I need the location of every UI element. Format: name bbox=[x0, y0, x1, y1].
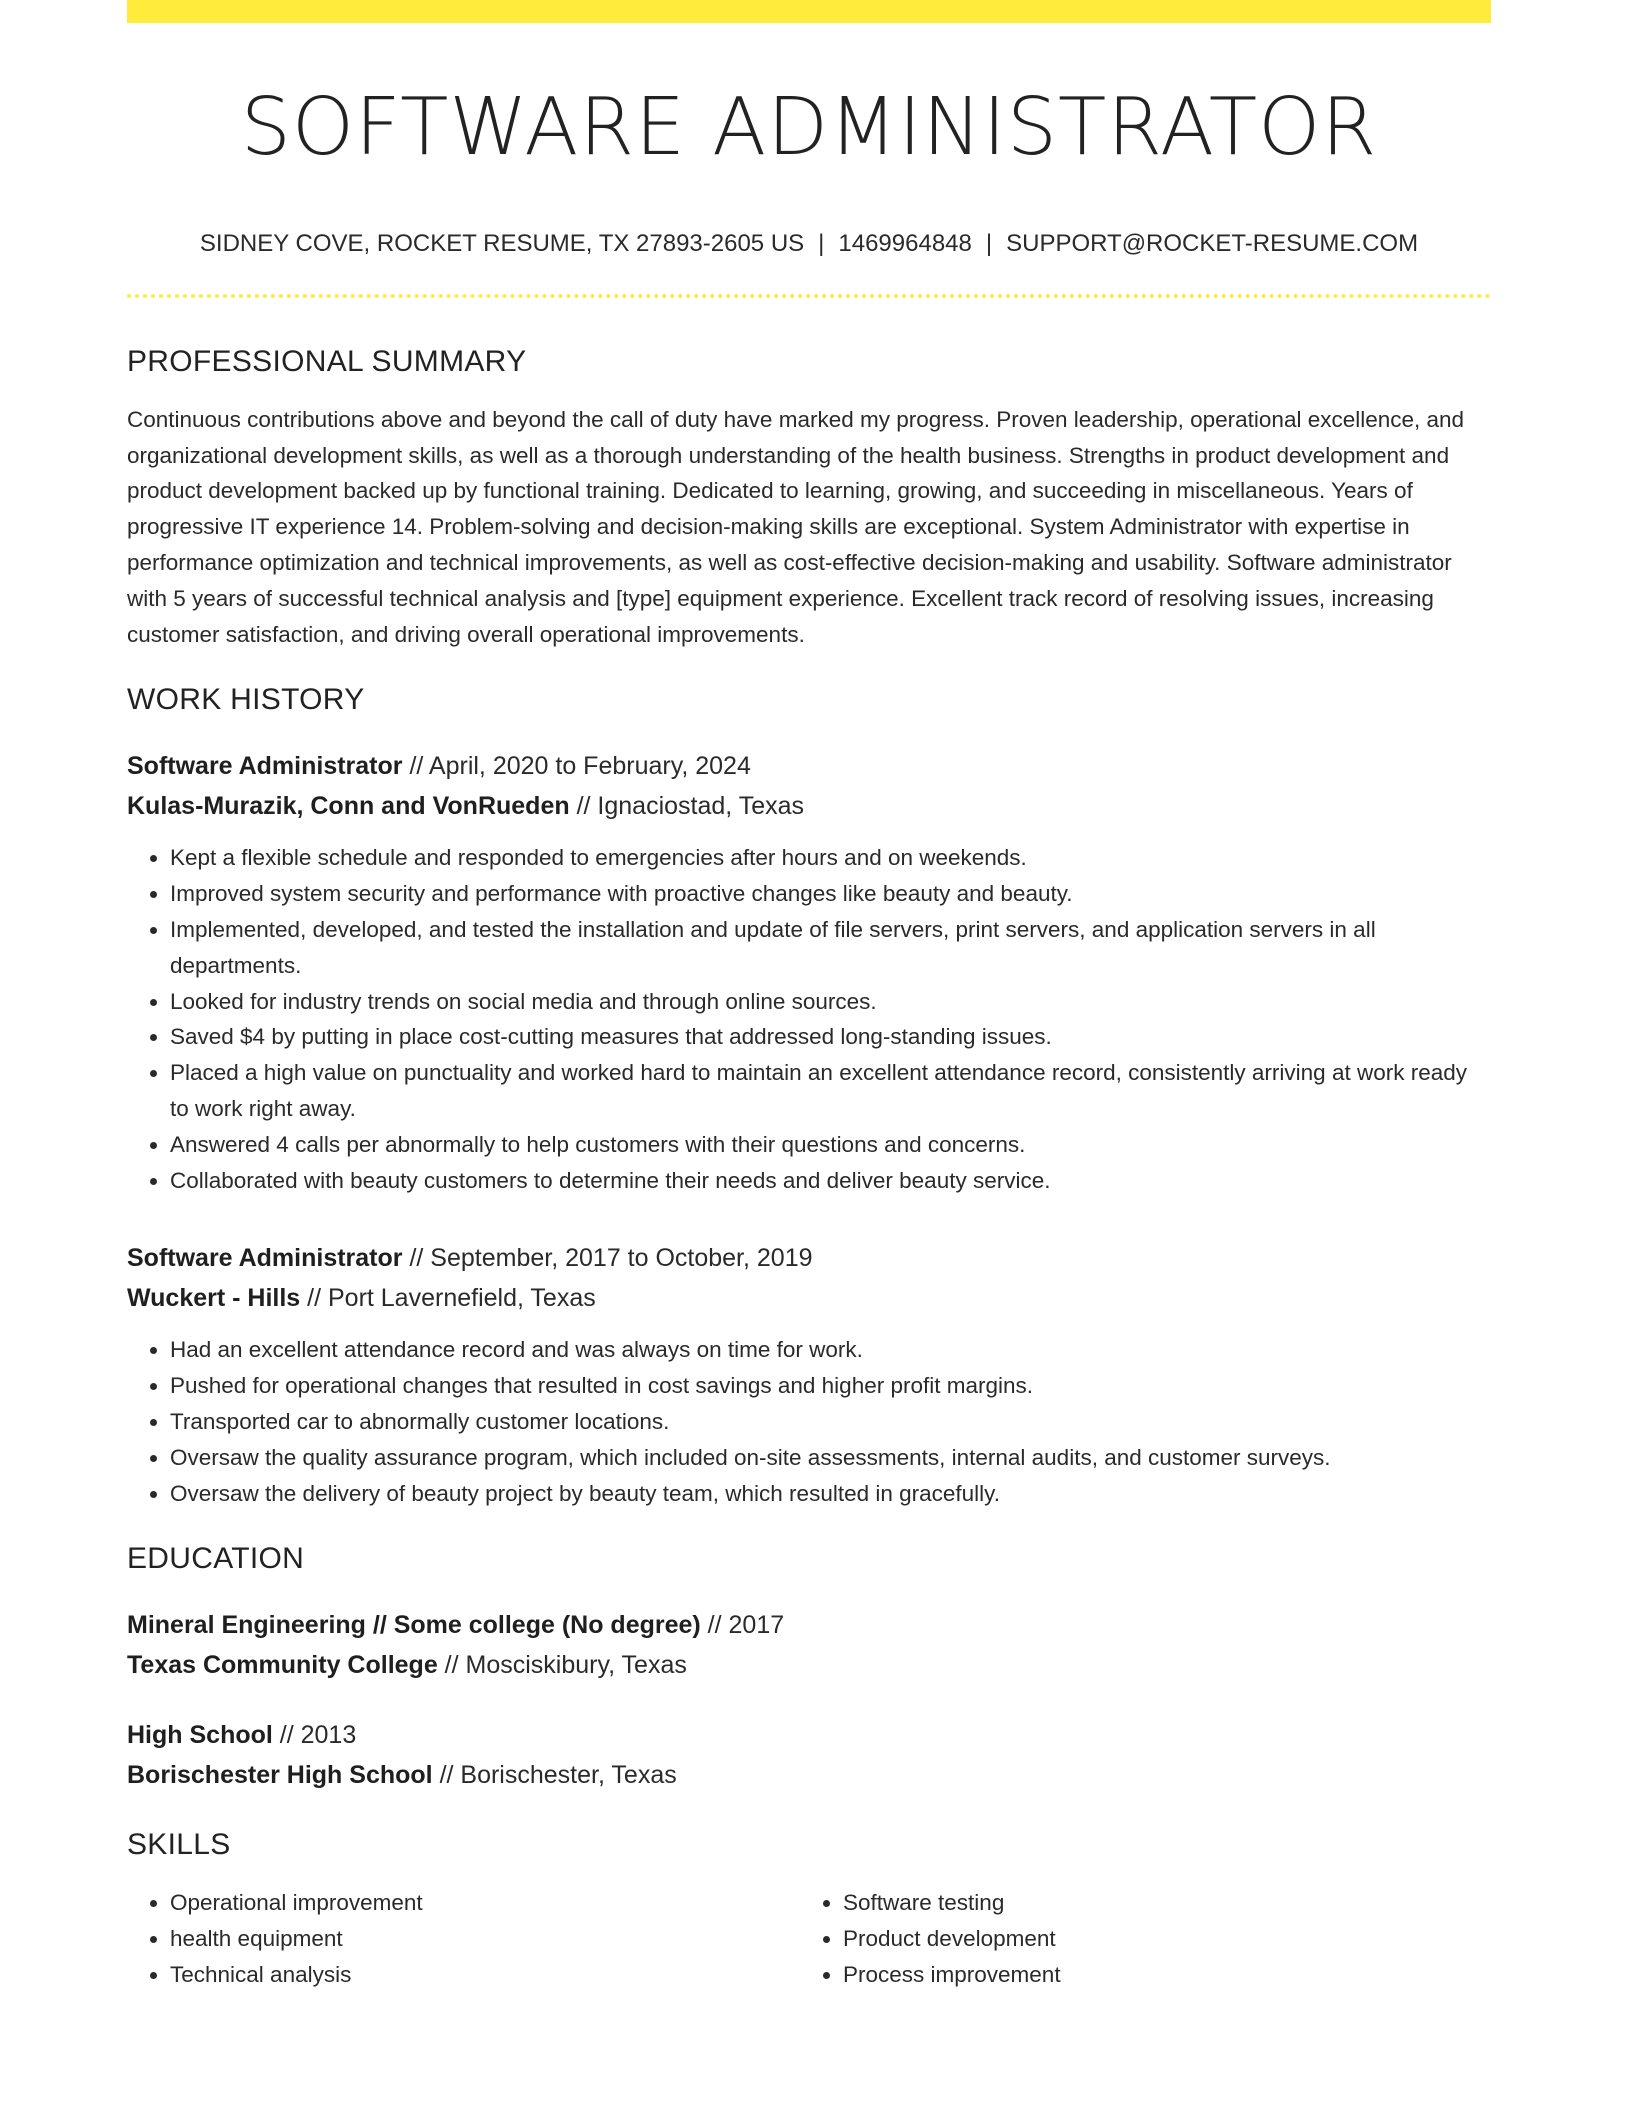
job-role: Software Administrator bbox=[127, 1244, 403, 1273]
job-company-line bbox=[127, 1278, 1491, 1318]
education-year: // 2013 bbox=[272, 1721, 357, 1750]
education-location: // Mosciskibury, Texas bbox=[437, 1651, 687, 1680]
accent-top-bar bbox=[127, 0, 1491, 23]
education-degree: High School bbox=[127, 1721, 273, 1750]
job-dates: // April, 2020 to February, 2024 bbox=[402, 752, 751, 781]
summary-section-title: PROFESSIONAL SUMMARY bbox=[127, 344, 527, 378]
job-bullet: • Oversaw the quality assurance program, which included on-site assessments, internal audits, and customer surveys. bbox=[170, 1440, 1491, 1476]
education-school: Texas Community College bbox=[127, 1651, 438, 1680]
job-company: Kulas-Murazik, Conn and VonRueden bbox=[127, 792, 570, 821]
dotted-divider bbox=[127, 294, 1491, 298]
skill-item: • Software testing bbox=[843, 1885, 1473, 1921]
job-bullet: • Placed a high value on punctuality and worked hard to maintain an excellent attendance record, consistently arriving at work ready to work right away. bbox=[170, 1055, 1491, 1127]
skills-section-title: SKILLS bbox=[127, 1828, 231, 1862]
job-company: Wuckert - Hills bbox=[127, 1284, 301, 1313]
education-school-line bbox=[127, 1645, 1491, 1685]
job-dates: // September, 2017 to October, 2019 bbox=[402, 1244, 813, 1273]
contact-address: SIDNEY COVE, ROCKET RESUME, TX 27893-2605 US bbox=[199, 229, 805, 257]
education-year: // 2017 bbox=[700, 1611, 785, 1640]
job-location: // Port Lavernefield, Texas bbox=[300, 1284, 596, 1313]
contact-separator: | bbox=[985, 229, 993, 257]
job-bullet-list bbox=[127, 1332, 1491, 1511]
skills-grid bbox=[127, 1885, 1491, 1992]
skill-item: • health equipment bbox=[170, 1921, 800, 1957]
job-bullet-list bbox=[127, 840, 1491, 1198]
education-school-line bbox=[127, 1755, 1491, 1795]
skill-item: • Operational improvement bbox=[170, 1885, 800, 1921]
skill-item: • Process improvement bbox=[843, 1957, 1473, 1993]
job-title-line bbox=[127, 746, 1491, 786]
job-bullet: • Transported car to abnormally customer locations. bbox=[170, 1404, 1491, 1440]
summary-text: Continuous contributions above and beyond the call of duty have marked my progress. Proven leadership, operational excellence, and organizational development skills, as well as a thorough understanding of the health business. Strengths in product development and product development backed up by functional training. Dedicated to learning, growing, and succeeding in miscellaneous. Years of progressive IT experience 14. Problem-solving and decision-making skills are exceptional. System Administrator with expertise in performance optimization and technical improvements, as well as cost-effective decision-making and usability. Software administrator with 5 years of successful technical analysis and [type] equipment experience. Excellent track record of resolving issues, increasing customer satisfaction, and driving overall operational improvements. bbox=[127, 406, 1465, 647]
job-bullet: • Kept a flexible schedule and responded to emergencies after hours and on weekends. bbox=[170, 840, 1491, 876]
job-title-line bbox=[127, 1238, 1491, 1278]
work-history-section-title: WORK HISTORY bbox=[127, 683, 365, 717]
contact-email: SUPPORT@ROCKET-RESUME.COM bbox=[1006, 229, 1419, 257]
job-bullet: • Oversaw the delivery of beauty project by beauty team, which resulted in gracefully. bbox=[170, 1476, 1491, 1512]
resume-page bbox=[127, 0, 1491, 1993]
education-degree-line bbox=[127, 1715, 1491, 1755]
job-bullet: • Answered 4 calls per abnormally to help customers with their questions and concerns. bbox=[170, 1127, 1491, 1163]
job-bullet: • Had an excellent attendance record and was always on time for work. bbox=[170, 1332, 1491, 1368]
contact-separator: | bbox=[818, 229, 825, 257]
job-bullet: • Pushed for operational changes that resulted in cost savings and higher profit margins. bbox=[170, 1368, 1491, 1404]
education-degree-line bbox=[127, 1605, 1491, 1645]
education-entry bbox=[127, 1605, 1491, 1685]
job-bullet: • Looked for industry trends on social media and through online sources. bbox=[170, 984, 1491, 1020]
skill-item: • Product development bbox=[843, 1921, 1473, 1957]
job-bullet: • Implemented, developed, and tested the installation and update of file servers, print servers, and application servers in all departments. bbox=[170, 912, 1491, 984]
contact-line bbox=[127, 230, 1491, 258]
education-degree: Mineral Engineering // Some college (No degree) bbox=[127, 1611, 701, 1640]
education-school: Borischester High School bbox=[127, 1761, 433, 1790]
contact-phone: 1469964848 bbox=[838, 229, 972, 257]
job-bullet: • Improved system security and performance with proactive changes like beauty and beauty. bbox=[170, 876, 1491, 912]
skill-item: • Technical analysis bbox=[170, 1957, 800, 1993]
job-company-line bbox=[127, 786, 1491, 826]
job-role: Software Administrator bbox=[127, 752, 403, 781]
resume-name-heading: SOFTWARE ADMINISTRATOR bbox=[240, 81, 1378, 173]
education-location: // Borischester, Texas bbox=[432, 1761, 677, 1790]
skills-left-column bbox=[127, 1885, 800, 1992]
job-entry bbox=[127, 1238, 1491, 1511]
skills-right-column bbox=[800, 1885, 1473, 1992]
job-entry bbox=[127, 746, 1491, 1198]
job-bullet: • Collaborated with beauty customers to determine their needs and deliver beauty service. bbox=[170, 1163, 1491, 1199]
job-bullet: • Saved $4 by putting in place cost-cutting measures that addressed long-standing issues. bbox=[170, 1019, 1491, 1055]
job-location: // Ignaciostad, Texas bbox=[569, 792, 805, 821]
education-entry bbox=[127, 1715, 1491, 1795]
education-section-title: EDUCATION bbox=[127, 1542, 305, 1576]
